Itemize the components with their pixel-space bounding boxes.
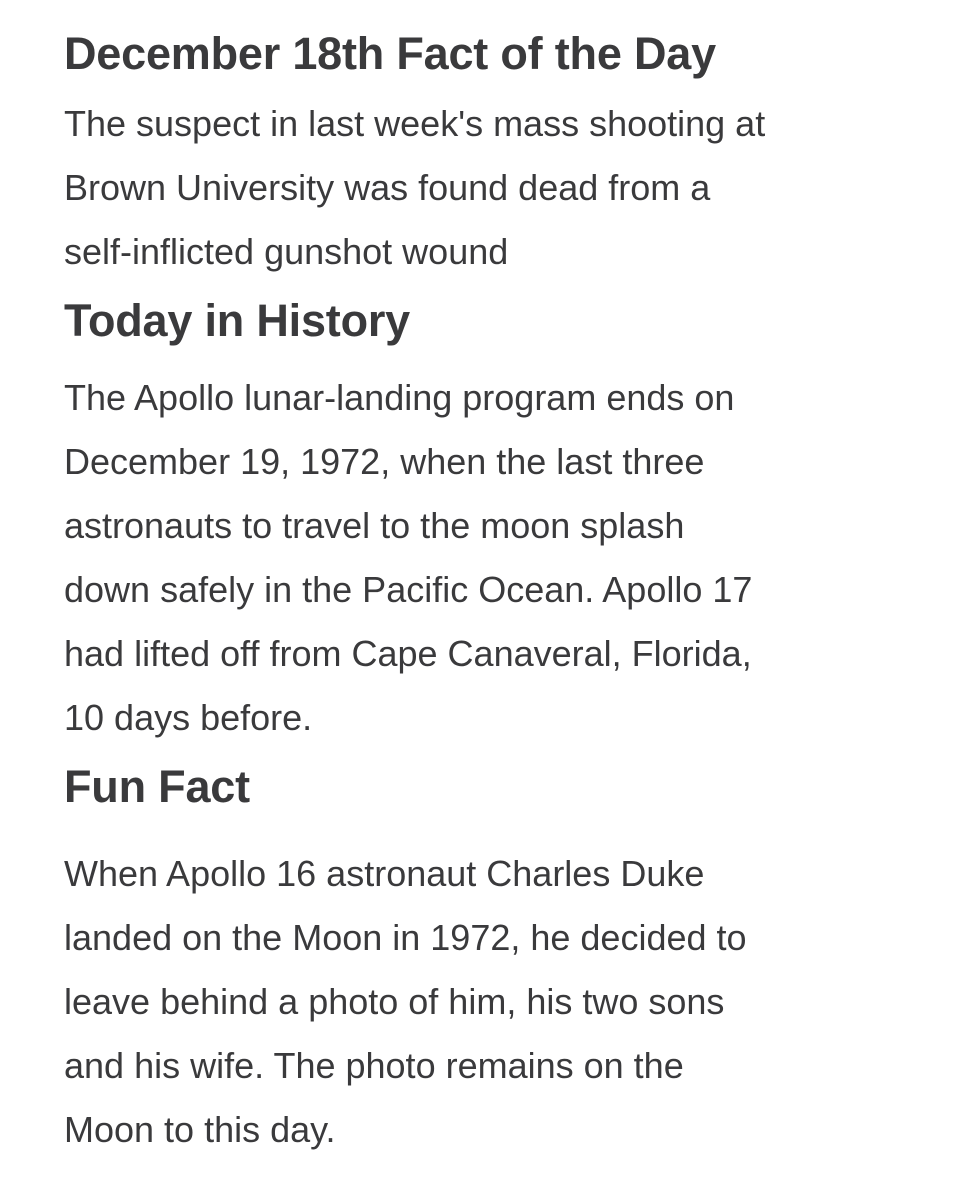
today-in-history-text [64, 366, 944, 750]
fun-fact-text [64, 842, 944, 1162]
history-line: December 19, 1972, when the last three [64, 441, 705, 482]
fun-fact-line: leave behind a photo of him, his two sons [64, 981, 725, 1022]
fact-line: Brown University was found dead from a [64, 167, 711, 208]
history-line: down safely in the Pacific Ocean. Apollo 17 [64, 569, 753, 610]
today-in-history-section [64, 286, 944, 750]
history-line: had lifted off from Cape Canaveral, Florida, [64, 633, 752, 674]
fun-fact-heading: Fun Fact [64, 761, 250, 812]
fact-of-the-day-section [64, 20, 944, 284]
history-line: 10 days before. [64, 697, 313, 738]
fun-fact-line: Moon to this day. [64, 1109, 336, 1150]
article [64, 20, 944, 1162]
fact-of-the-day-heading: December 18th Fact of the Day [64, 28, 716, 79]
history-line: The Apollo lunar-landing program ends on [64, 377, 735, 418]
fun-fact-section [64, 752, 944, 1162]
fun-fact-line: and his wife. The photo remains on the [64, 1045, 684, 1086]
fun-fact-line: landed on the Moon in 1972, he decided to [64, 917, 747, 958]
fun-fact-line: When Apollo 16 astronaut Charles Duke [64, 853, 705, 894]
fact-line: self-inflicted gunshot wound [64, 231, 509, 272]
history-line: astronauts to travel to the moon splash [64, 505, 685, 546]
today-in-history-heading: Today in History [64, 295, 411, 346]
fact-line: The suspect in last week's mass shooting at [64, 103, 766, 144]
fact-of-the-day-text [64, 92, 944, 284]
